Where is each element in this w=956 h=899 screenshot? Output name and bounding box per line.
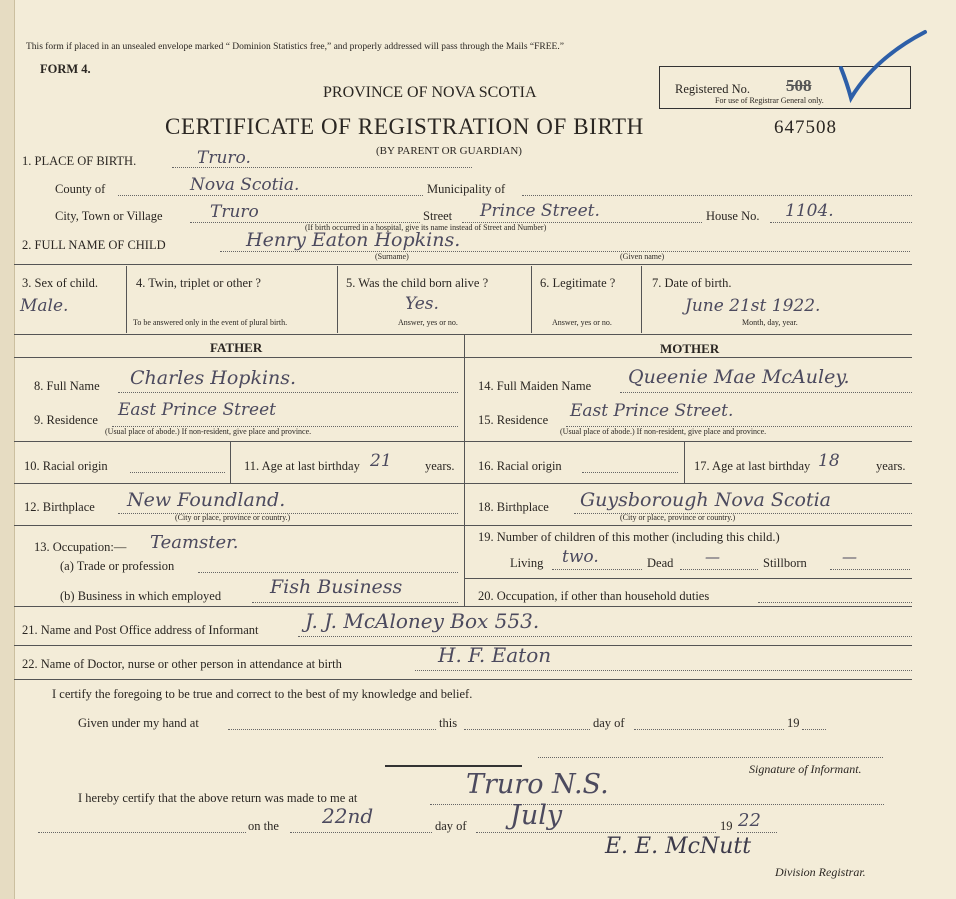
mother-age-label: 17. Age at last birthday <box>694 459 811 473</box>
mother-residence-label: 15. Residence <box>478 413 549 427</box>
stillborn-label: Stillborn <box>763 556 807 570</box>
mother-residence-value: East Prince Street. <box>570 401 734 421</box>
certify-statement: I certify the foregoing to be true and correct to the best of my knowledge and belief. <box>52 687 473 701</box>
given-name-note: (Given name) <box>620 252 665 261</box>
father-occupation-label: 13. Occupation:— <box>34 540 127 554</box>
municipality-label: Municipality of <box>427 182 506 196</box>
stillborn-value: — <box>842 548 857 566</box>
dead-label: Dead <box>647 556 674 570</box>
alive-value: Yes. <box>405 294 439 314</box>
business-value: Fish Business <box>270 576 403 598</box>
mother-residence-note: (Usual place of abode.) If non-resident, give place and province. <box>560 427 767 436</box>
alive-label: 5. Was the child born alive ? <box>346 276 489 290</box>
house-value: 1104. <box>785 201 834 221</box>
left-margin-strip <box>0 0 15 899</box>
division-registrar-label: Division Registrar. <box>775 865 866 879</box>
sex-label: 3. Sex of child. <box>22 276 99 290</box>
dob-label: 7. Date of birth. <box>652 276 732 290</box>
day-of-label: day of <box>593 716 625 730</box>
living-value: two. <box>562 547 599 567</box>
hospital-note: (If birth occurred in a hospital, give its name instead of Street and Number) <box>305 223 547 232</box>
father-occupation-value: Teamster. <box>150 532 239 553</box>
this-label: this <box>439 716 458 730</box>
registrar-month-value: July <box>510 800 563 831</box>
mother-age-value: 18 <box>818 451 840 471</box>
on-the-label: on the <box>248 819 279 833</box>
business-label: (b) Business in which employed <box>60 589 222 603</box>
house-label: House No. <box>706 209 760 223</box>
father-name-label: 8. Full Name <box>34 379 100 393</box>
subtitle: (BY PARENT OR GUARDIAN) <box>376 145 522 157</box>
street-value: Prince Street. <box>480 201 600 221</box>
surname-note: (Surname) <box>375 252 409 261</box>
dob-note: Month, day, year. <box>742 318 798 327</box>
province-heading: PROVINCE OF NOVA SCOTIA <box>323 84 537 101</box>
signature-of-informant: Signature of Informant. <box>749 762 862 776</box>
mother-name-label: 14. Full Maiden Name <box>478 379 592 393</box>
city-value: Truro <box>210 202 259 222</box>
mother-age-unit: years. <box>876 459 906 473</box>
children-label: 19. Number of children of this mother (including this child.) <box>478 530 780 544</box>
father-residence-label: 9. Residence <box>34 413 98 427</box>
legitimate-label: 6. Legitimate ? <box>540 276 616 290</box>
child-name-value: Henry Eaton Hopkins. <box>246 229 461 251</box>
registrar-day-of-label: day of <box>435 819 467 833</box>
alive-note: Answer, yes or no. <box>398 318 458 327</box>
place-label: 1. PLACE OF BIRTH. <box>22 154 137 168</box>
twin-note: To be answered only in the event of plural birth. <box>133 318 288 327</box>
dob-value: June 21st 1922. <box>685 296 821 316</box>
dead-value: — <box>705 548 720 566</box>
father-age-unit: years. <box>425 459 455 473</box>
father-age-value: 21 <box>370 451 392 471</box>
father-residence-value: East Prince Street <box>118 400 276 420</box>
father-age-label: 11. Age at last birthday <box>244 459 360 473</box>
mother-birthplace-note: (City or place, province or country.) <box>620 513 736 522</box>
father-name-value: Charles Hopkins. <box>130 367 297 389</box>
mother-name-value: Queenie Mae McAuley. <box>628 366 850 388</box>
registrar-year-value: 22 <box>738 810 761 831</box>
form-number: FORM 4. <box>40 62 91 76</box>
given-year-prefix: 19 <box>787 716 800 730</box>
living-label: Living <box>510 556 544 570</box>
registrar-general-note: For use of Registrar General only. <box>715 96 824 105</box>
registrar-statement: I hereby certify that the above return was made to me at <box>78 791 358 805</box>
registrar-year-prefix: 19 <box>720 819 733 833</box>
city-label: City, Town or Village <box>55 209 163 223</box>
father-residence-note: (Usual place of abode.) If non-resident, give place and province. <box>105 427 312 436</box>
certificate-title: CERTIFICATE OF REGISTRATION OF BIRTH <box>165 114 644 139</box>
father-birthplace-note: (City or place, province or country.) <box>175 513 291 522</box>
doctor-label: 22. Name of Doctor, nurse or other person in attendance at birth <box>22 657 342 671</box>
registrar-place-value: Truro N.S. <box>466 769 609 800</box>
registered-number: 508 <box>786 76 812 95</box>
father-racial-label: 10. Racial origin <box>24 459 108 473</box>
registered-label: Registered No. <box>675 82 750 96</box>
county-label: County of <box>55 182 106 196</box>
child-name-label: 2. FULL NAME OF CHILD <box>22 238 166 252</box>
father-birthplace-value: New Foundland. <box>127 489 286 511</box>
place-value: Truro. <box>197 148 251 168</box>
registrar-day-value: 22nd <box>322 804 374 828</box>
mother-heading: MOTHER <box>660 341 720 356</box>
registrar-signature: E. E. McNutt <box>605 834 752 859</box>
legitimate-note: Answer, yes or no. <box>552 318 612 327</box>
father-birthplace-label: 12. Birthplace <box>24 500 95 514</box>
county-value: Nova Scotia. <box>190 175 300 195</box>
doctor-value: H. F. Eaton <box>438 643 552 667</box>
street-label: Street <box>423 209 453 223</box>
trade-label: (a) Trade or profession <box>60 559 175 573</box>
mother-occupation-label: 20. Occupation, if other than household duties <box>478 589 710 603</box>
mother-racial-label: 16. Racial origin <box>478 459 562 473</box>
father-heading: FATHER <box>210 340 263 355</box>
mother-birthplace-label: 18. Birthplace <box>478 500 549 514</box>
twin-label: 4. Twin, triplet or other ? <box>136 276 261 290</box>
checkmark-icon <box>835 28 935 108</box>
informant-label: 21. Name and Post Office address of Informant <box>22 623 259 637</box>
informant-value: J. J. McAloney Box 553. <box>305 609 540 633</box>
mother-birthplace-value: Guysborough Nova Scotia <box>580 489 831 511</box>
mail-notice: This form if placed in an unsealed envelope marked “ Dominion Statistics free,” and properly addressed will pass through the Mails “FREE.” <box>26 42 564 52</box>
certificate-number: 647508 <box>774 117 837 138</box>
given-under-label: Given under my hand at <box>78 716 199 730</box>
sex-value: Male. <box>20 296 69 316</box>
